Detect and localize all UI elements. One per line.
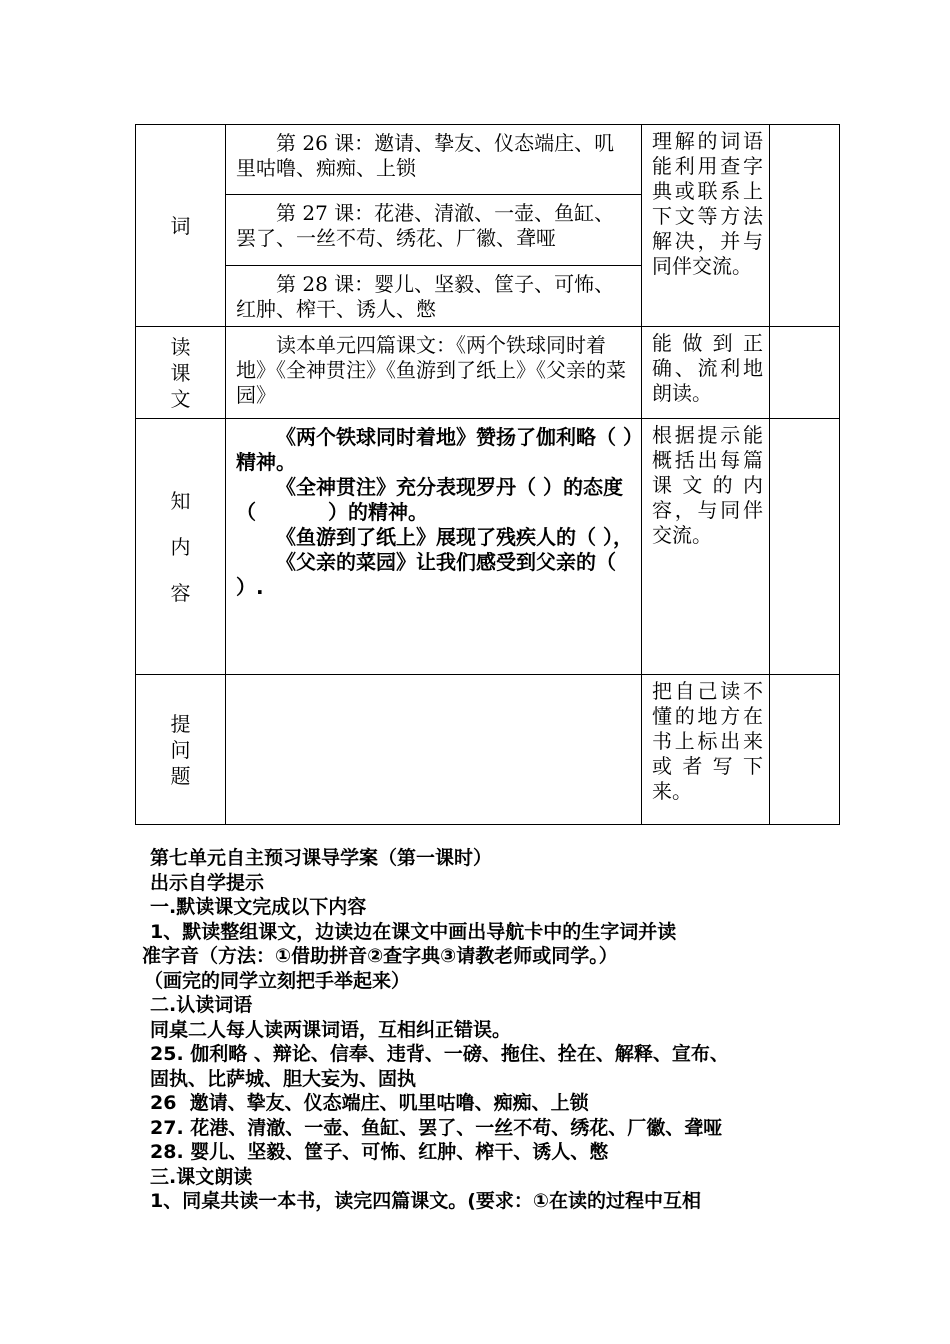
vocab-line-25-cont: 固执、比萨城、胆大妄为、固执 bbox=[150, 1067, 417, 1090]
words-lesson-26: 第 26 课：邀请、挚友、仪态端庄、叽里咕噜、痴痴、上锁 bbox=[226, 125, 642, 195]
instruction-line: （画完的同学立刻把手举起来） bbox=[144, 969, 411, 992]
vocab-line-28: 28. 婴儿、坚毅、筐子、可怖、红肿、榨干、诱人、憋 bbox=[150, 1141, 609, 1163]
instruction-line: 1、默读整组课文，边读边在课文中画出导航卡中的生字词并读 bbox=[150, 920, 677, 943]
questions-empty-cell bbox=[226, 675, 642, 825]
section-heading-3: 三.课文朗读 bbox=[150, 1165, 253, 1188]
row-label-questions: 提问题 bbox=[136, 675, 226, 825]
questions-side-cell bbox=[770, 675, 840, 825]
content-empty-cell bbox=[770, 419, 840, 675]
vocab-line-26: 26 邀请、挚友、仪态端庄、叽里咕噜、痴痴、上锁 bbox=[150, 1092, 589, 1114]
instruction-line: 同桌二人每人读两课词语，互相纠正错误。 bbox=[150, 1018, 512, 1041]
row-label-words: 词 bbox=[136, 125, 226, 327]
content-note: 根据提示能概括出每篇课文的内容，与同伴交流。 bbox=[642, 419, 770, 675]
preview-table bbox=[135, 124, 840, 825]
content-questions: 《两个铁球同时着地》赞扬了伽利略（ ）精神。 《全神贯注》充分表现罗丹（ ）的态度（ ）的精神。 《鱼游到了纸上》展现了残疾人的（ ）， 《父亲的菜园》让我们感受到父亲的（ ）. bbox=[226, 419, 642, 675]
lesson-plan-title: 第七单元自主预习课导学案（第一课时） bbox=[150, 847, 493, 869]
row-label-content: 知内容 bbox=[136, 419, 226, 675]
section-heading-2: 二.认读词语 bbox=[150, 994, 253, 1016]
self-study-tip: 出示自学提示 bbox=[150, 871, 265, 894]
read-lessons-content: 读本单元四篇课文：《两个铁球同时着地》《全神贯注》《鱼游到了纸上》《父亲的菜园》 bbox=[236, 333, 626, 407]
instruction-line: 1、同桌共读一本书，读完四篇课文。(要求：①在读的过程中互相 bbox=[150, 1190, 701, 1212]
vocab-line-27: 27. 花港、清澈、一壶、鱼缸、罢了、一丝不苟、绣花、厂徽、聋哑 bbox=[150, 1116, 723, 1139]
words-lesson-27: 第 27 课：花港、清澈、一壶、鱼缸、罢了、一丝不苟、绣花、厂徽、聋哑 bbox=[226, 195, 642, 266]
read-lessons-text bbox=[226, 327, 642, 419]
vocab-line-25: 25. 伽利略 、辩论、信奉、违背、一磅、拖住、拴在、解释、宣布、 bbox=[150, 1043, 729, 1065]
questions-note: 把自己读不懂的地方在书上标出来或者写下来。 bbox=[642, 675, 770, 825]
lesson-plan-text bbox=[142, 846, 810, 1214]
words-empty-cell bbox=[770, 125, 840, 327]
instruction-line: 准字音（方法：①借助拼音②查字典③请教老师或同学。） bbox=[142, 945, 618, 967]
read-note: 能做到正确、流利地朗读。 bbox=[642, 327, 770, 419]
words-note: 理解的词语能利用查字典或联系上下文等方法解决，并与同伴交流。 bbox=[642, 125, 770, 327]
words-lesson-28: 第 28 课：婴儿、坚毅、筐子、可怖、红肿、榨干、诱人、憋 bbox=[226, 266, 642, 327]
section-heading-1: 一.默读课文完成以下内容 bbox=[150, 896, 367, 918]
row-label-read: 读课文 bbox=[136, 327, 226, 419]
read-empty-cell bbox=[770, 327, 840, 419]
